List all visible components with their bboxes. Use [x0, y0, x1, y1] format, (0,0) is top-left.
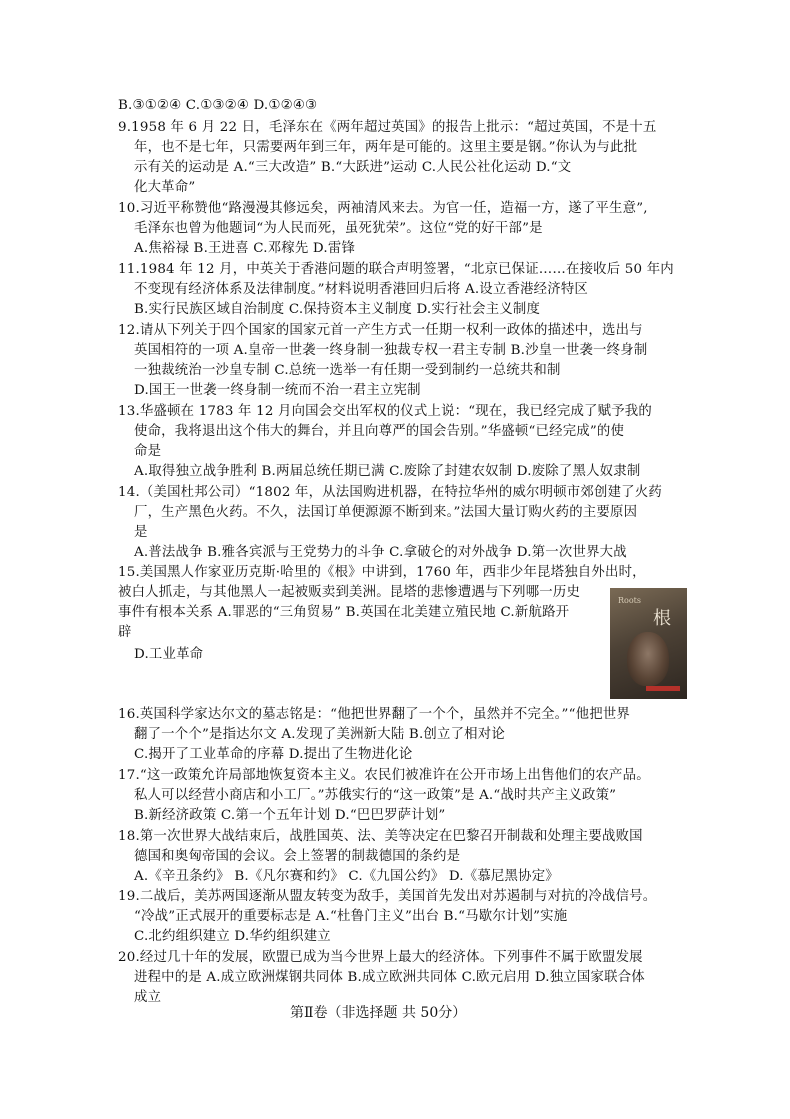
- q10-options-line: A.焦裕禄 B.王进喜 C.邓稼先 D.雷锋: [134, 241, 356, 256]
- q16-options-line: C.揭开了工业革命的序幕 D.提出了生物进化论: [134, 747, 413, 762]
- q8-options-continued: B.③①②④ C.①③②④ D.①②④③: [118, 98, 318, 113]
- q16-text-line: 翻了一个个”是指达尔文 A.发现了美洲新大陆 B.创立了相对论: [134, 727, 505, 742]
- q20-text-line: 20.经过几十年的发展，欧盟已成为当今世界上最大的经济体。下列事件不属于欧盟发展: [118, 950, 643, 965]
- q13-text-line: 13.华盛顿在 1783 年 12 月向国会交出军权的仪式上说：“现在，我已经完成了赋予我的: [118, 404, 652, 419]
- q11-text-line: 11.1984 年 12 月，中英关于香港问题的联合声明签署，“北京已保证……在接收后 50 年内: [118, 262, 674, 277]
- publisher-strip: [646, 686, 680, 691]
- q19-text-line: “冷战”正式展开的重要标志是 A.“杜鲁门主义”出台 B.“马歇尔计划”实施: [134, 909, 568, 924]
- q9-text-line: 年，也不是七年，只需要两年到三年，两年是可能的。这里主要是钢。”你认为与此批: [134, 140, 638, 155]
- q10-text-line: 毛泽东也曾为他题词“为人民而死，虽死犹荣”。这位“党的好干部”是: [134, 221, 543, 236]
- q9-options-line: 示有关的运动是 A.“三大改造” B.“大跃进”运动 C.人民公社化运动 D.“文: [134, 160, 572, 175]
- q15-text-line: 15.美国黑人作家亚历克斯·哈里的《根》中讲到，1760 年，西非少年昆塔独自外出时，: [118, 565, 646, 580]
- book-cover-small-text: Roots: [618, 596, 641, 605]
- portrait-face: [627, 632, 669, 686]
- q12-text-line: 英国相符的一项 A.皇帝一世袭一终身制一独裁专权一君主专制 B.沙皇一世袭一终身制: [134, 343, 648, 358]
- q11-options-line: B.实行民族区域自治制度 C.保持资本主义制度 D.实行社会主义制度: [134, 302, 541, 317]
- q18-options-line: A.《辛丑条约》 B.《凡尔赛和约》 C.《九国公约》 D.《慕尼黑协定》: [134, 869, 559, 884]
- q12-options-line: 一独裁统治一沙皇专制 C.总统一选举一有任期一受到制约一总统共和制: [134, 363, 561, 378]
- q13-text-line: 使命，我将退出这个伟大的舞台，并且向尊严的国会告别。”华盛顿“已经完成”的使: [134, 424, 625, 439]
- section-ii-heading: 第Ⅱ卷（非选择题 共 50分）: [290, 1005, 467, 1021]
- q13-options-line: A.取得独立战争胜利 B.两届总统任期已满 C.废除了封建农奴制 D.废除了黑人奴隶制: [134, 464, 641, 479]
- q20-text-line: 进程中的是 A.成立欧洲煤钢共同体 B.成立欧洲共同体 C.欧元启用 D.独立国家联合体: [134, 970, 645, 985]
- q18-text-line: 德国和奥匈帝国的会议。会上签署的制裁德国的条约是: [134, 849, 461, 864]
- q14-text-line: 厂，生产黑色火药。不久，法国订单便源源不断到来。”法国大量订购火药的主要原因: [134, 505, 638, 520]
- q14-text-line: 是: [134, 525, 148, 540]
- q17-options-line: B.新经济政策 C.第一个五年计划 D.“巴巴罗萨计划”: [134, 808, 446, 823]
- q17-text-line: 17.“这一政策允许局部地恢复资本主义。农民们被准许在公开市场上出售他们的农产品。: [118, 768, 650, 783]
- q10-text-line: 10.习近平称赞他“路漫漫其修远矣，两袖清风来去。为官一任，造福一方，遂了平生意”,: [118, 201, 648, 216]
- q12-text-line: 12.请从下列关于四个国家的国家元首一产生方式一任期一权利一政体的描述中，选出与: [118, 323, 643, 338]
- q9-text-line: 9.1958 年 6 月 22 日，毛泽东在《两年超过英国》的报告上批示：“超过英国，不是十五: [118, 120, 657, 135]
- q11-text-line: 不变现有经济体系及法律制度。”材料说明香港回归后将 A.设立香港经济特区: [134, 282, 589, 297]
- q12-options-line: D.国王一世袭一终身制一统而不治一君主立宪制: [134, 383, 421, 398]
- q20-text-line: 成立: [134, 990, 162, 1005]
- q15-options-line: 辟: [118, 625, 132, 640]
- q14-text-line: 14.（美国杜邦公司）“1802 年，从法国购进机器，在特拉华州的威尔明顿市郊创建了火药: [118, 485, 662, 500]
- q16-text-line: 16.英国科学家达尔文的墓志铭是：“他把世界翻了一个个，虽然并不完全。”“他把世界: [118, 707, 631, 722]
- q14-options-line: A.普法战争 B.雅各宾派与王党势力的斗争 C.拿破仑的对外战争 D.第一次世界大战: [134, 545, 627, 560]
- q18-text-line: 18.第一次世界大战结束后，战胜国英、法、美等决定在巴黎召开制裁和处理主要战败国: [118, 829, 643, 844]
- q15-text-line: 被白人抓走，与其他黑人一起被贩卖到美洲。昆塔的悲惨遭遇与下列哪一历史: [118, 585, 581, 600]
- q19-options-line: C.北约组织建立 D.华约组织建立: [134, 929, 331, 944]
- q9-options-line: 化大革命”: [134, 180, 196, 195]
- q13-text-line: 命是: [134, 444, 162, 459]
- roots-book-cover-image: [610, 588, 687, 699]
- q17-text-line: 私人可以经营小商店和小工厂。”苏俄实行的“这一政策”是 A.“战时共产主义政策”: [134, 788, 617, 803]
- q19-text-line: 19.二战后，美苏两国逐渐从盟友转变为敌手，美国首先发出对苏遏制与对抗的冷战信号。: [118, 889, 657, 904]
- book-cover-title: 根: [653, 608, 671, 629]
- q15-options-line: 事件有根本关系 A.罪恶的“三角贸易” B.英国在北美建立殖民地 C.新航路开: [118, 605, 570, 620]
- q15-options-line: D.工业革命: [134, 647, 204, 662]
